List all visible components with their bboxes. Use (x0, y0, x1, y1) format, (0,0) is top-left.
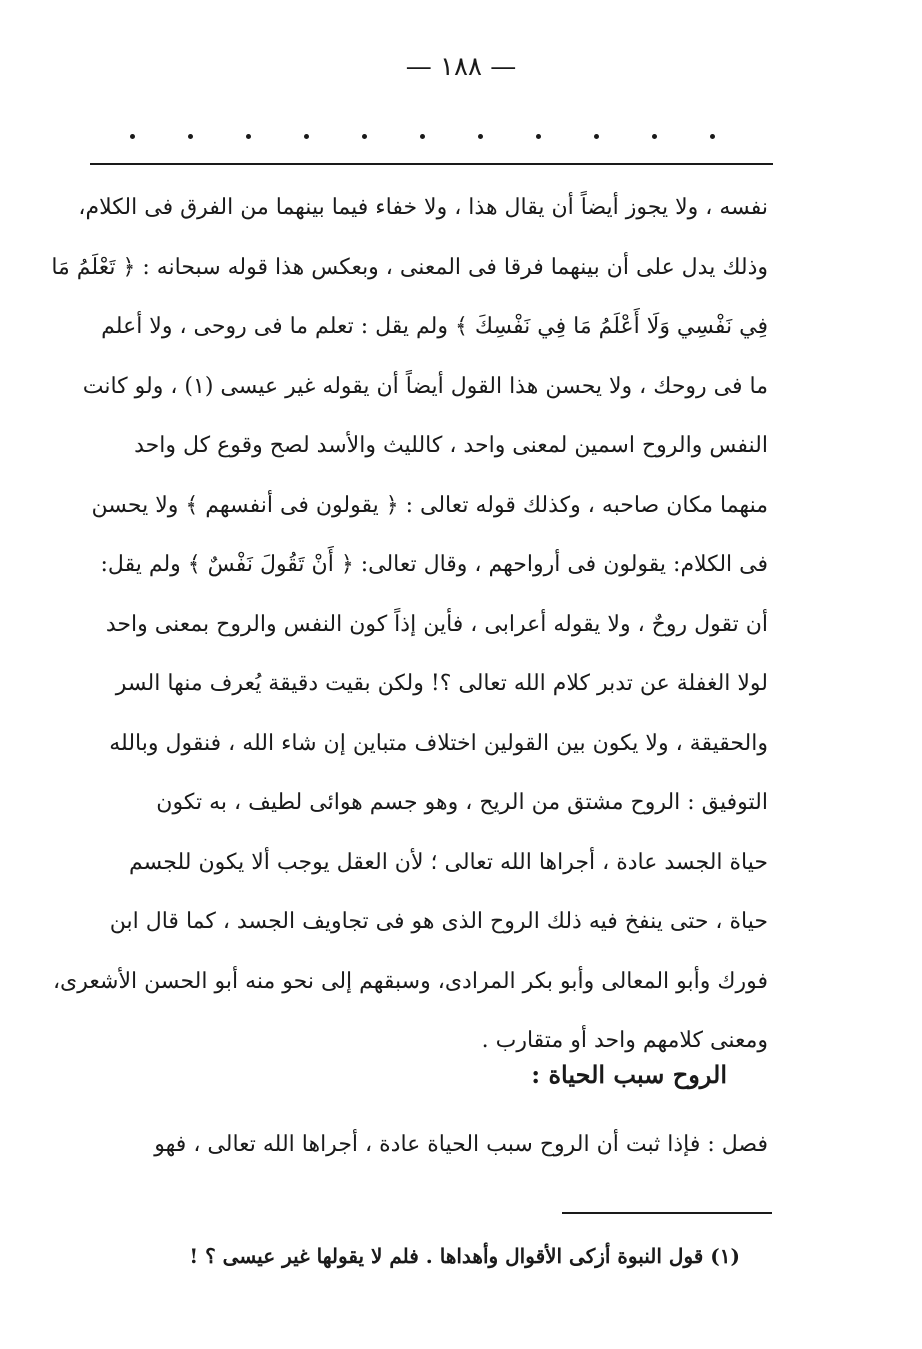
section-heading: الروح سبب الحياة : (531, 1060, 727, 1089)
divider-dot (362, 134, 367, 139)
header-rule (90, 163, 773, 165)
text-line: أن تقول روحٌ ، ولا يقوله أعرابى ، فأين إذاً كون النفس والروح بمعنى واحد (105, 611, 768, 637)
divider-dot (420, 134, 425, 139)
footnote-rule (562, 1212, 772, 1214)
divider-dot (304, 134, 309, 139)
divider-dot (652, 134, 657, 139)
text-line: والحقيقة ، ولا يكون بين القولين اختلاف متباين إن شاء الله ، فنقول وبالله (109, 730, 768, 756)
text-line: حياة ، حتى ينفخ فيه ذلك الروح الذى هو فى تجاويف الجسد ، كما قال ابن (109, 909, 768, 934)
text-line: منهما مكان صاحبه ، وكذلك قوله تعالى : ﴿ يقولون فى أنفسهم ﴾ ولا يحسن (91, 492, 768, 518)
divider-dot (188, 134, 193, 139)
text-line: التوفيق : الروح مشتق من الريح ، وهو جسم هوائى لطيف ، به تكون (156, 790, 768, 815)
text-line: حياة الجسد عادة ، أجراها الله تعالى ؛ لأن العقل يوجب ألا يكون للجسم (129, 849, 768, 875)
divider-dot (536, 134, 541, 139)
divider-dot (130, 134, 135, 139)
divider-dot (246, 134, 251, 139)
divider-dot (594, 134, 599, 139)
text-line: لولا الغفلة عن تدبر كلام الله تعالى ؟! ولكن بقيت دقيقة يُعرف منها السر (115, 671, 768, 696)
text-line: النفس والروح اسمين لمعنى واحد ، كالليث والأسد لصح وقوع كل واحد (134, 433, 768, 458)
main-paragraph (51, 178, 768, 1071)
dot-divider (130, 128, 730, 148)
divider-dot (710, 134, 715, 139)
text-line: نفسه ، ولا يجوز أيضاً أن يقال هذا ، ولا خفاء فيما بينهما من الفرق فى الكلام، (78, 195, 768, 220)
footnote: (١) قول النبوة أزكى الأقوال وأهداها . فلم لا يقولها غير عيسى ؟ ! (189, 1244, 740, 1268)
text-line: فى الكلام: يقولون فى أرواحهم ، وقال تعالى: ﴿ أَنْ تَقُولَ نَفْسٌ ﴾ ولم يقل: (100, 552, 768, 577)
section-paragraph: فصل : فإذا ثبت أن الروح سبب الحياة عادة ، أجراها الله تعالى ، فهو (154, 1132, 768, 1157)
text-line: فِي نَفْسِي وَلَا أَعْلَمُ مَا فِي نَفْسِكَ ﴾ ولم يقل : تعلم ما فى روحى ، ولا أعلم (101, 314, 768, 339)
text-line: ما فى روحك ، ولا يحسن هذا القول أيضاً أن يقوله غير عيسى (١) ، ولو كانت (82, 373, 768, 399)
text-line: وذلك يدل على أن بينهما فرقا فى المعنى ، وبعكس هذا قوله سبحانه : ﴿ تَعْلَمُ مَا (51, 254, 768, 280)
text-line: فورك وأبو المعالى وأبو بكر المرادى، وسبقهم إلى نحو منه أبو الحسن الأشعرى، (52, 968, 768, 994)
text-line: ومعنى كلامهم واحد أو متقارب . (481, 1028, 768, 1053)
page-number: — ١٨٨ — (405, 52, 517, 82)
divider-dot (478, 134, 483, 139)
